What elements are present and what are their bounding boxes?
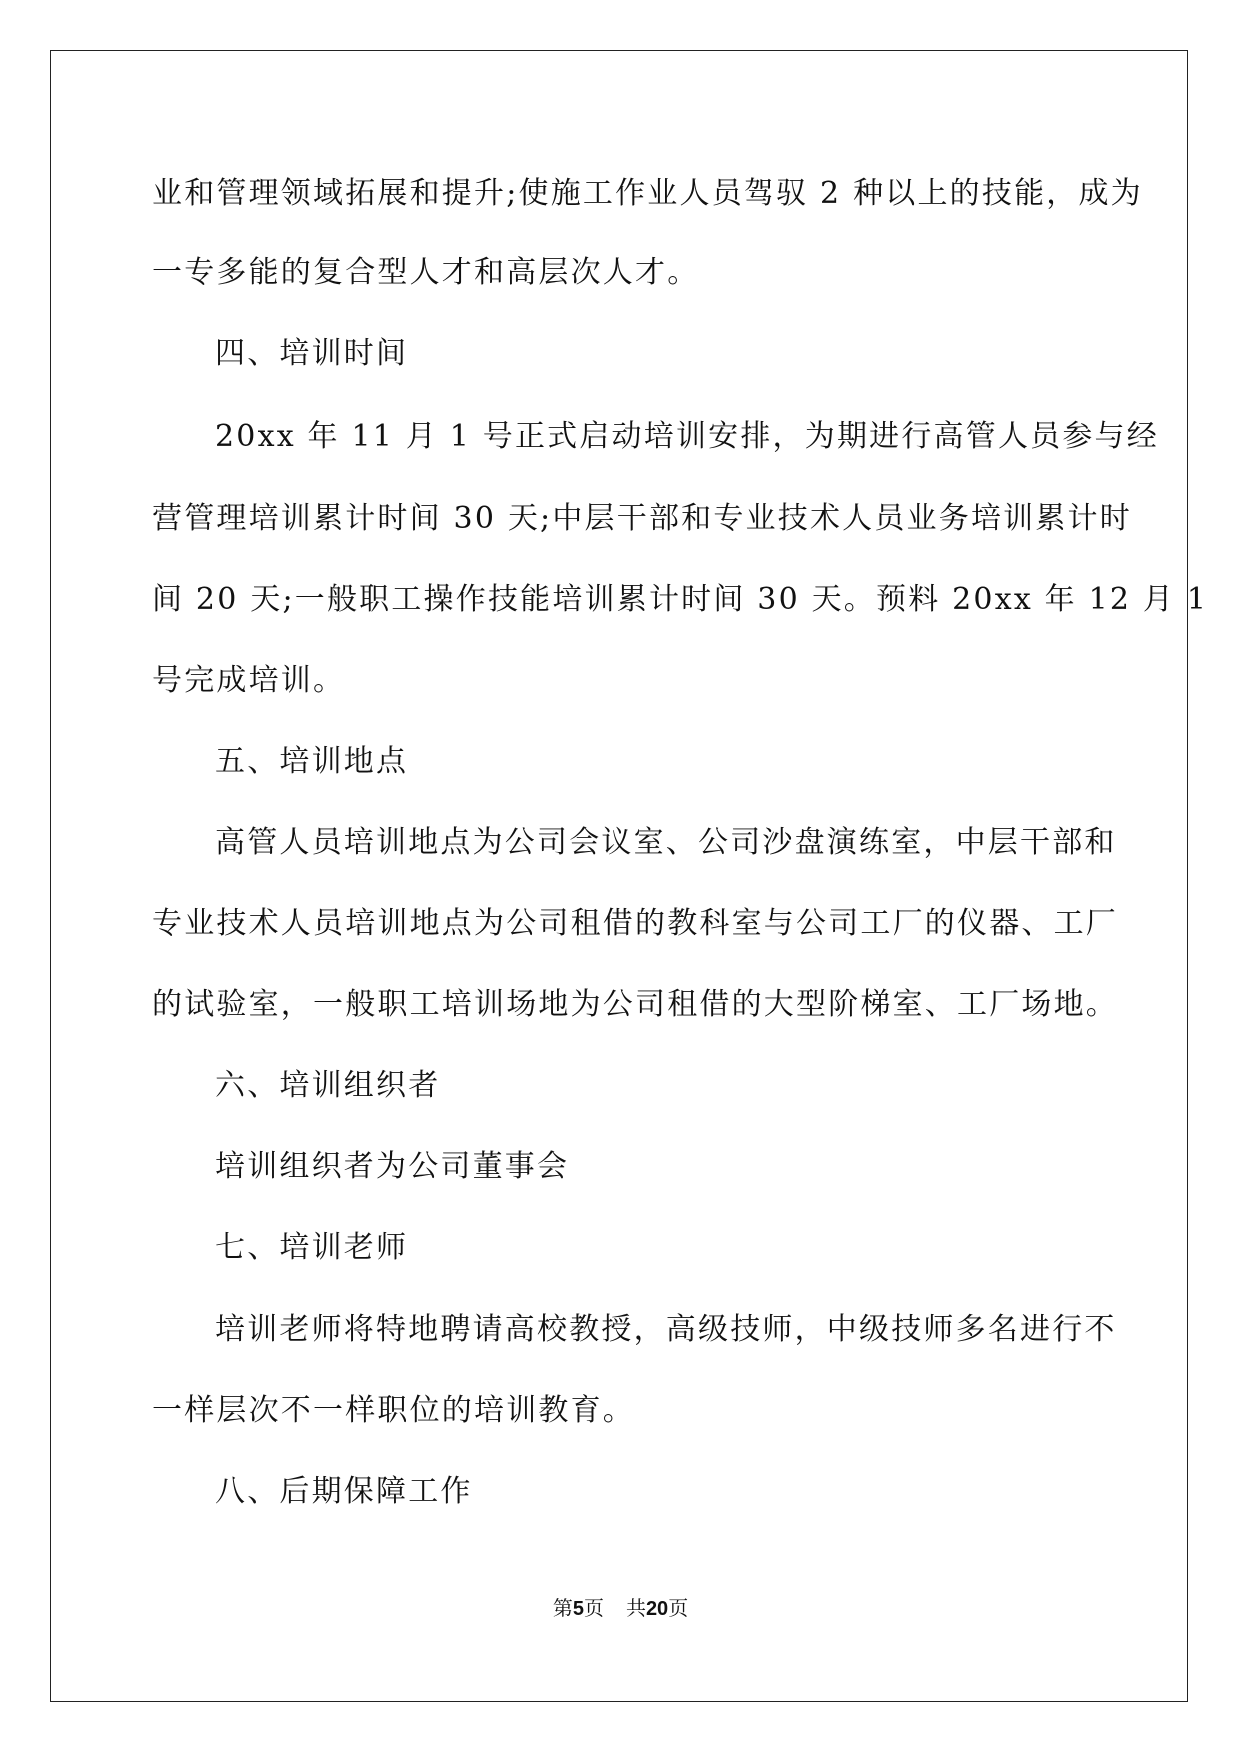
paragraph-line: 号完成培训。 [152, 663, 346, 698]
paragraph-line: 的试验室，一般职工培训场地为公司租借的大型阶梯室、工厂场地。 [152, 987, 1118, 1022]
footer-total-pages: 20 [645, 1598, 669, 1620]
section-heading-support-work: 八、后期保障工作 [215, 1474, 473, 1509]
paragraph-line: 高管人员培训地点为公司会议室、公司沙盘演练室，中层干部和 [215, 825, 1117, 860]
paragraph-line: 间 20 天;一般职工操作技能培训累计时间 30 天。预料 20xx 年 12 月 1 [152, 582, 1209, 617]
footer-total-suffix: 页 [668, 1596, 689, 1620]
paragraph-line: 20xx 年 11 月 1 号正式启动培训安排，为期进行高管人员参与经 [215, 419, 1159, 454]
section-heading-training-organizer: 六、培训组织者 [215, 1068, 441, 1103]
section-heading-training-location: 五、培训地点 [215, 744, 409, 779]
page-border [50, 50, 1209, 1702]
paragraph-line: 业和管理领域拓展和提升;使施工作业人员驾驭 2 种以上的技能，成为 [152, 176, 1143, 211]
paragraph-line: 培训老师将特地聘请高校教授，高级技师，中级技师多名进行不 [215, 1312, 1117, 1347]
footer-total-prefix: 共 [625, 1596, 646, 1620]
paragraph-line: 培训组织者为公司董事会 [215, 1149, 570, 1184]
section-heading-training-teacher: 七、培训老师 [215, 1230, 409, 1265]
page-footer [0, 1596, 1241, 1621]
paragraph-line: 一专多能的复合型人才和高层次人才。 [152, 255, 700, 290]
section-heading-training-time: 四、培训时间 [215, 336, 409, 371]
paragraph-line: 营管理培训累计时间 30 天;中层干部和专业技术人员业务培训累计时 [152, 501, 1132, 536]
footer-page-prefix: 第 [552, 1596, 573, 1620]
paragraph-line: 一样层次不一样职位的培训教育。 [152, 1393, 635, 1428]
footer-page-suffix: 页 [583, 1596, 604, 1620]
paragraph-line: 专业技术人员培训地点为公司租借的教科室与公司工厂的仪器、工厂 [152, 906, 1118, 941]
footer-page-number: 5 [572, 1598, 584, 1620]
